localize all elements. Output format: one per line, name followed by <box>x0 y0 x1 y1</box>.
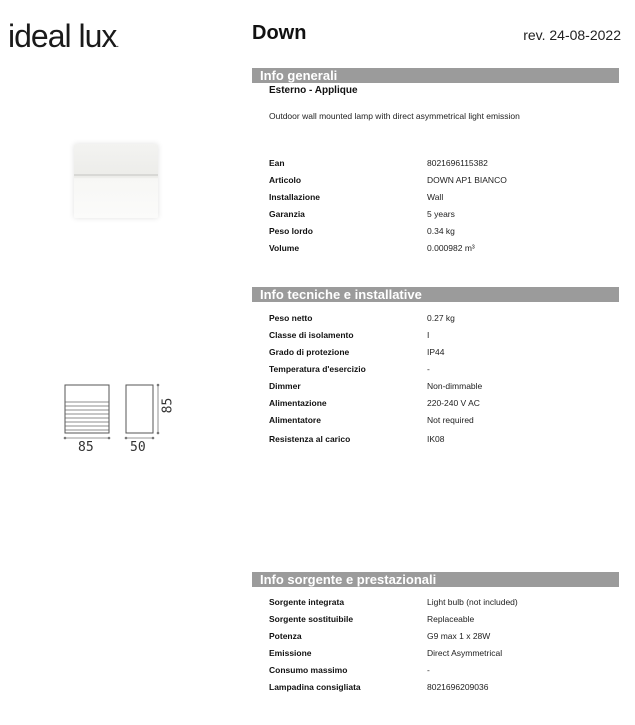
product-description: Outdoor wall mounted lamp with direct asymmetrical light emission <box>269 111 520 121</box>
row-value: 0.27 kg <box>427 313 455 323</box>
table-row <box>269 209 619 226</box>
row-value: 220-240 V AC <box>427 398 480 408</box>
table-row <box>269 313 619 330</box>
row-value: IP44 <box>427 347 445 357</box>
product-image <box>74 144 158 218</box>
row-value: 5 years <box>427 209 455 219</box>
row-value: Not required <box>427 415 474 425</box>
table-row <box>269 381 619 398</box>
row-label: Resistenza al carico <box>269 434 351 444</box>
row-label: Volume <box>269 243 300 253</box>
table-row <box>269 648 619 665</box>
row-value: Replaceable <box>427 614 475 624</box>
row-label: Grado di protezione <box>269 347 350 357</box>
row-label: Dimmer <box>269 381 301 391</box>
row-value: Direct Asymmetrical <box>427 648 503 658</box>
source-info-table <box>269 597 619 699</box>
row-value: Non-dimmable <box>427 381 483 391</box>
row-label: Alimentatore <box>269 415 321 425</box>
row-label: Potenza <box>269 631 302 641</box>
table-row <box>269 330 619 347</box>
row-value: G9 max 1 x 28W <box>427 631 491 641</box>
row-label: Peso netto <box>269 313 313 323</box>
general-info-table <box>269 158 619 260</box>
table-row <box>269 192 619 209</box>
table-row <box>269 434 619 451</box>
product-seam <box>74 174 158 176</box>
product-title: Down <box>252 22 307 44</box>
row-value: DOWN AP1 BIANCO <box>427 175 507 185</box>
row-value: 0.000982 m³ <box>427 243 475 253</box>
row-label: Temperatura d'esercizio <box>269 364 366 374</box>
table-row <box>269 682 619 699</box>
row-value: - <box>427 364 430 374</box>
dim-side-depth: 50 <box>130 440 146 455</box>
table-row <box>269 175 619 192</box>
brand-logo <box>8 18 119 55</box>
row-label: Emissione <box>269 648 312 658</box>
logo-dot: . <box>116 39 120 50</box>
table-row <box>269 398 619 415</box>
row-value: - <box>427 665 430 675</box>
row-label: Lampadina consigliata <box>269 682 361 692</box>
table-row <box>269 347 619 364</box>
row-value: Light bulb (not included) <box>427 597 518 607</box>
product-category: Esterno - Applique <box>269 85 358 96</box>
row-label: Installazione <box>269 192 321 202</box>
table-row <box>269 243 619 260</box>
table-row <box>269 631 619 648</box>
row-value: 0.34 kg <box>427 226 455 236</box>
revision-date: rev. 24-08-2022 <box>523 27 621 43</box>
logo-text: ideal lux <box>8 18 117 54</box>
row-value: I <box>427 330 430 340</box>
section-technical-header: Info tecniche e installative <box>252 287 619 302</box>
table-row <box>269 597 619 614</box>
row-value: IK08 <box>427 434 445 444</box>
table-row <box>269 226 619 243</box>
row-value: 8021696115382 <box>427 158 488 168</box>
row-label: Alimentazione <box>269 398 327 408</box>
table-row <box>269 614 619 631</box>
row-label: Sorgente sostituibile <box>269 614 354 624</box>
row-label: Ean <box>269 158 285 168</box>
row-value: Wall <box>427 192 444 202</box>
table-row <box>269 415 619 432</box>
section-general-header: Info generali <box>252 68 619 83</box>
dim-front-width: 85 <box>78 440 94 455</box>
table-row <box>269 364 619 381</box>
row-label: Consumo massimo <box>269 665 348 675</box>
row-label: Peso lordo <box>269 226 313 236</box>
row-label: Articolo <box>269 175 302 185</box>
row-label: Garanzia <box>269 209 305 219</box>
row-label: Classe di isolamento <box>269 330 354 340</box>
technical-info-table <box>269 313 619 451</box>
table-row <box>269 158 619 175</box>
dim-height: 85 <box>160 397 176 414</box>
row-value: 8021696209036 <box>427 682 489 692</box>
section-source-header: Info sorgente e prestazionali <box>252 572 619 587</box>
row-label: Sorgente integrata <box>269 597 345 607</box>
table-row <box>269 665 619 682</box>
